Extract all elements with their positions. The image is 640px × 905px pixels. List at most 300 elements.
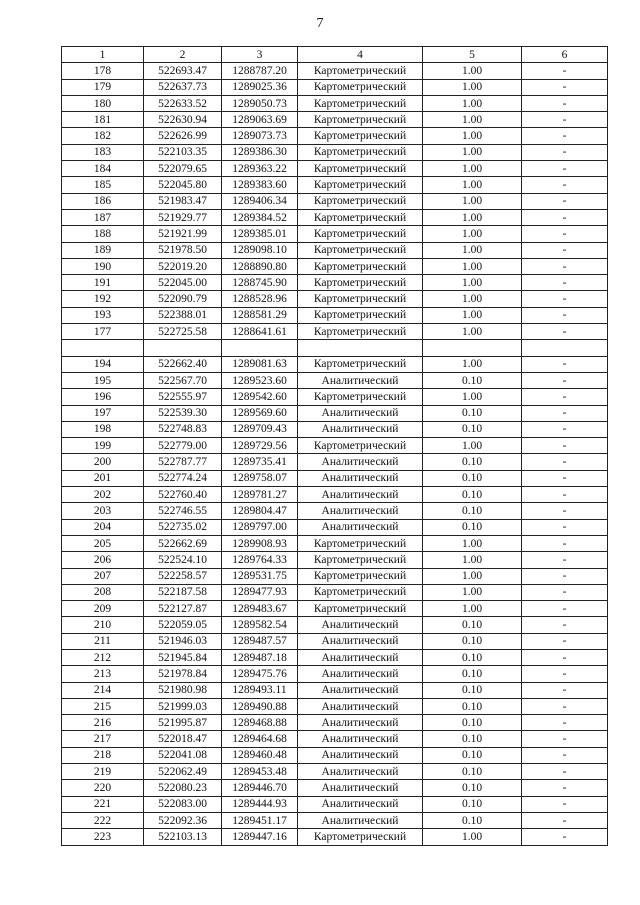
description-cell: - [522, 682, 608, 698]
description-cell: - [522, 95, 608, 111]
description-cell: - [522, 780, 608, 796]
method-cell: Аналитический [298, 405, 423, 421]
method-cell: Картометрический [298, 356, 423, 372]
x-coordinate-cell: 521921.99 [144, 226, 222, 242]
y-coordinate-cell: 1289523.60 [222, 372, 298, 388]
y-coordinate-cell: 1289908.93 [222, 535, 298, 551]
x-coordinate-cell: 522787.77 [144, 454, 222, 470]
accuracy-cell: 0.10 [423, 421, 522, 437]
table-row [62, 617, 608, 633]
y-coordinate-cell: 1289468.88 [222, 715, 298, 731]
x-coordinate-cell: 522567.70 [144, 372, 222, 388]
table-row [62, 258, 608, 274]
accuracy-cell: 1.00 [423, 324, 522, 340]
y-coordinate-cell: 1288745.90 [222, 275, 298, 291]
description-cell: - [522, 503, 608, 519]
accuracy-cell: 1.00 [423, 79, 522, 95]
accuracy-cell: 0.10 [423, 454, 522, 470]
point-number-cell: 221 [62, 796, 144, 812]
y-coordinate-cell: 1289383.60 [222, 177, 298, 193]
method-cell: Картометрический [298, 438, 423, 454]
y-coordinate-cell: 1289487.18 [222, 649, 298, 665]
y-coordinate-cell: 1289569.60 [222, 405, 298, 421]
table-row [62, 715, 608, 731]
y-coordinate-cell: 1289098.10 [222, 242, 298, 258]
description-cell: - [522, 601, 608, 617]
y-coordinate-cell: 1289464.68 [222, 731, 298, 747]
y-coordinate-cell: 1289063.69 [222, 112, 298, 128]
y-coordinate-cell: 1289487.57 [222, 633, 298, 649]
method-cell: Аналитический [298, 649, 423, 665]
table-row [62, 552, 608, 568]
table-row [62, 780, 608, 796]
point-number-cell: 184 [62, 161, 144, 177]
point-number-cell: 205 [62, 535, 144, 551]
method-cell: Аналитический [298, 796, 423, 812]
accuracy-cell: 0.10 [423, 780, 522, 796]
header-cell-5: 5 [423, 47, 522, 63]
accuracy-cell: 1.00 [423, 144, 522, 160]
table-header [62, 47, 608, 63]
x-coordinate-cell: 522187.58 [144, 584, 222, 600]
description-cell: - [522, 764, 608, 780]
point-number-cell: 215 [62, 698, 144, 714]
x-coordinate-cell: 522041.08 [144, 747, 222, 763]
table-row [62, 389, 608, 405]
x-coordinate-cell: 522103.35 [144, 144, 222, 160]
accuracy-cell: 1.00 [423, 438, 522, 454]
accuracy-cell: 1.00 [423, 535, 522, 551]
table-row [62, 405, 608, 421]
accuracy-cell: 1.00 [423, 275, 522, 291]
x-coordinate-cell: 522388.01 [144, 307, 222, 323]
table-row [62, 601, 608, 617]
method-cell: Аналитический [298, 454, 423, 470]
table-row [62, 63, 608, 79]
accuracy-cell: 0.10 [423, 715, 522, 731]
point-number-cell: 180 [62, 95, 144, 111]
method-cell: Аналитический [298, 470, 423, 486]
point-number-cell: 194 [62, 356, 144, 372]
accuracy-cell: 0.10 [423, 731, 522, 747]
accuracy-cell: 0.10 [423, 487, 522, 503]
description-cell: - [522, 209, 608, 225]
description-cell: - [522, 535, 608, 551]
y-coordinate-cell: 1288528.96 [222, 291, 298, 307]
method-cell: Аналитический [298, 617, 423, 633]
description-cell: - [522, 242, 608, 258]
y-coordinate-cell: 1289477.93 [222, 584, 298, 600]
point-number-cell: 206 [62, 552, 144, 568]
x-coordinate-cell: 521999.03 [144, 698, 222, 714]
x-coordinate-cell: 522127.87 [144, 601, 222, 617]
table-row [62, 438, 608, 454]
method-cell: Аналитический [298, 698, 423, 714]
table-row [62, 519, 608, 535]
x-coordinate-cell: 522637.73 [144, 79, 222, 95]
method-cell: Аналитический [298, 372, 423, 388]
method-cell: Аналитический [298, 682, 423, 698]
x-coordinate-cell: 521980.98 [144, 682, 222, 698]
table-row [62, 112, 608, 128]
accuracy-cell: 0.10 [423, 796, 522, 812]
x-coordinate-cell: 522059.05 [144, 617, 222, 633]
x-coordinate-cell: 522555.97 [144, 389, 222, 405]
y-coordinate-cell: 1289490.88 [222, 698, 298, 714]
accuracy-cell: 0.10 [423, 747, 522, 763]
table-row [62, 682, 608, 698]
accuracy-cell: 1.00 [423, 63, 522, 79]
accuracy-cell: 0.10 [423, 470, 522, 486]
accuracy-cell: 0.10 [423, 649, 522, 665]
method-cell: Картометрический [298, 79, 423, 95]
table-row [62, 161, 608, 177]
method-cell: Картометрический [298, 226, 423, 242]
y-coordinate-cell: 1289081.63 [222, 356, 298, 372]
x-coordinate-cell [144, 340, 222, 356]
point-number-cell: 182 [62, 128, 144, 144]
method-cell: Картометрический [298, 324, 423, 340]
table-row [62, 812, 608, 828]
point-number-cell: 213 [62, 666, 144, 682]
point-number-cell: 212 [62, 649, 144, 665]
description-cell: - [522, 144, 608, 160]
description-cell: - [522, 633, 608, 649]
y-coordinate-cell [222, 340, 298, 356]
point-number-cell: 208 [62, 584, 144, 600]
x-coordinate-cell: 522626.99 [144, 128, 222, 144]
y-coordinate-cell: 1289073.73 [222, 128, 298, 144]
description-cell: - [522, 715, 608, 731]
point-number-cell: 216 [62, 715, 144, 731]
x-coordinate-cell: 522258.57 [144, 568, 222, 584]
x-coordinate-cell: 522760.40 [144, 487, 222, 503]
method-cell: Аналитический [298, 715, 423, 731]
table-row [62, 633, 608, 649]
method-cell: Картометрический [298, 112, 423, 128]
description-cell: - [522, 747, 608, 763]
method-cell: Картометрический [298, 161, 423, 177]
method-cell [298, 340, 423, 356]
description-cell: - [522, 454, 608, 470]
coordinates-table [61, 46, 608, 846]
method-cell: Картометрический [298, 209, 423, 225]
method-cell: Аналитический [298, 666, 423, 682]
table-row [62, 535, 608, 551]
point-number-cell: 197 [62, 405, 144, 421]
point-number-cell: 189 [62, 242, 144, 258]
y-coordinate-cell: 1289781.27 [222, 487, 298, 503]
y-coordinate-cell: 1289385.01 [222, 226, 298, 242]
point-number-cell: 177 [62, 324, 144, 340]
method-cell: Картометрический [298, 63, 423, 79]
point-number-cell: 218 [62, 747, 144, 763]
x-coordinate-cell: 522090.79 [144, 291, 222, 307]
accuracy-cell: 0.10 [423, 372, 522, 388]
description-cell: - [522, 552, 608, 568]
point-number-cell: 204 [62, 519, 144, 535]
y-coordinate-cell: 1288787.20 [222, 63, 298, 79]
table-row [62, 649, 608, 665]
accuracy-cell: 1.00 [423, 226, 522, 242]
accuracy-cell: 0.10 [423, 633, 522, 649]
header-cell-3: 3 [222, 47, 298, 63]
point-number-cell: 203 [62, 503, 144, 519]
accuracy-cell: 1.00 [423, 389, 522, 405]
point-number-cell: 195 [62, 372, 144, 388]
description-cell: - [522, 63, 608, 79]
point-number-cell: 193 [62, 307, 144, 323]
accuracy-cell: 1.00 [423, 95, 522, 111]
y-coordinate-cell: 1289542.60 [222, 389, 298, 405]
accuracy-cell: 1.00 [423, 584, 522, 600]
table-row [62, 291, 608, 307]
point-number-cell [62, 340, 144, 356]
y-coordinate-cell: 1289483.67 [222, 601, 298, 617]
description-cell: - [522, 421, 608, 437]
x-coordinate-cell: 521978.84 [144, 666, 222, 682]
x-coordinate-cell: 522083.00 [144, 796, 222, 812]
table-body [62, 63, 608, 845]
x-coordinate-cell: 522045.00 [144, 275, 222, 291]
table-row [62, 764, 608, 780]
method-cell: Картометрический [298, 568, 423, 584]
x-coordinate-cell: 522633.52 [144, 95, 222, 111]
description-cell: - [522, 519, 608, 535]
table-row [62, 372, 608, 388]
point-number-cell: 202 [62, 487, 144, 503]
x-coordinate-cell: 522062.49 [144, 764, 222, 780]
method-cell: Картометрический [298, 601, 423, 617]
method-cell: Аналитический [298, 487, 423, 503]
point-number-cell: 191 [62, 275, 144, 291]
point-number-cell: 214 [62, 682, 144, 698]
method-cell: Картометрический [298, 128, 423, 144]
x-coordinate-cell: 522748.83 [144, 421, 222, 437]
accuracy-cell: 0.10 [423, 812, 522, 828]
description-cell: - [522, 812, 608, 828]
accuracy-cell [423, 340, 522, 356]
method-cell: Картометрический [298, 552, 423, 568]
point-number-cell: 190 [62, 258, 144, 274]
point-number-cell: 210 [62, 617, 144, 633]
accuracy-cell: 1.00 [423, 193, 522, 209]
y-coordinate-cell: 1289453.48 [222, 764, 298, 780]
point-number-cell: 178 [62, 63, 144, 79]
description-cell: - [522, 666, 608, 682]
y-coordinate-cell: 1289446.70 [222, 780, 298, 796]
x-coordinate-cell: 522092.36 [144, 812, 222, 828]
table-row [62, 79, 608, 95]
y-coordinate-cell: 1289475.76 [222, 666, 298, 682]
header-cell-6: 6 [522, 47, 608, 63]
table-row [62, 747, 608, 763]
accuracy-cell: 0.10 [423, 519, 522, 535]
header-row [62, 47, 608, 63]
x-coordinate-cell: 522630.94 [144, 112, 222, 128]
method-cell: Аналитический [298, 519, 423, 535]
point-number-cell: 211 [62, 633, 144, 649]
point-number-cell: 185 [62, 177, 144, 193]
description-cell: - [522, 438, 608, 454]
description-cell: - [522, 161, 608, 177]
description-cell: - [522, 731, 608, 747]
table-row [62, 584, 608, 600]
table-row [62, 796, 608, 812]
x-coordinate-cell: 522735.02 [144, 519, 222, 535]
description-cell: - [522, 470, 608, 486]
y-coordinate-cell: 1289735.41 [222, 454, 298, 470]
description-cell: - [522, 177, 608, 193]
description-cell: - [522, 796, 608, 812]
method-cell: Аналитический [298, 731, 423, 747]
point-number-cell: 179 [62, 79, 144, 95]
table-row [62, 421, 608, 437]
method-cell: Аналитический [298, 764, 423, 780]
x-coordinate-cell: 522019.20 [144, 258, 222, 274]
table-row [62, 242, 608, 258]
y-coordinate-cell: 1289363.22 [222, 161, 298, 177]
description-cell: - [522, 258, 608, 274]
y-coordinate-cell: 1289729.56 [222, 438, 298, 454]
accuracy-cell: 1.00 [423, 258, 522, 274]
method-cell: Картометрический [298, 291, 423, 307]
accuracy-cell: 1.00 [423, 829, 522, 845]
description-cell: - [522, 617, 608, 633]
x-coordinate-cell: 521946.03 [144, 633, 222, 649]
point-number-cell: 183 [62, 144, 144, 160]
y-coordinate-cell: 1289804.47 [222, 503, 298, 519]
method-cell: Картометрический [298, 258, 423, 274]
accuracy-cell: 1.00 [423, 291, 522, 307]
table-row [62, 487, 608, 503]
x-coordinate-cell: 521945.84 [144, 649, 222, 665]
point-number-cell: 200 [62, 454, 144, 470]
description-cell: - [522, 584, 608, 600]
accuracy-cell: 1.00 [423, 552, 522, 568]
point-number-cell: 198 [62, 421, 144, 437]
accuracy-cell: 0.10 [423, 682, 522, 698]
point-number-cell: 187 [62, 209, 144, 225]
x-coordinate-cell: 521978.50 [144, 242, 222, 258]
x-coordinate-cell: 522018.47 [144, 731, 222, 747]
description-cell: - [522, 112, 608, 128]
x-coordinate-cell: 522662.40 [144, 356, 222, 372]
description-cell: - [522, 389, 608, 405]
accuracy-cell: 0.10 [423, 698, 522, 714]
x-coordinate-cell: 521995.87 [144, 715, 222, 731]
description-cell: - [522, 649, 608, 665]
accuracy-cell: 0.10 [423, 405, 522, 421]
description-cell: - [522, 226, 608, 242]
x-coordinate-cell: 522662.69 [144, 535, 222, 551]
header-cell-1: 1 [62, 47, 144, 63]
x-coordinate-cell: 522045.80 [144, 177, 222, 193]
y-coordinate-cell: 1289444.93 [222, 796, 298, 812]
y-coordinate-cell: 1289384.52 [222, 209, 298, 225]
table-row [62, 731, 608, 747]
method-cell: Картометрический [298, 144, 423, 160]
description-cell: - [522, 291, 608, 307]
y-coordinate-cell: 1289709.43 [222, 421, 298, 437]
table-row [62, 340, 608, 356]
y-coordinate-cell: 1288641.61 [222, 324, 298, 340]
accuracy-cell: 1.00 [423, 568, 522, 584]
description-cell: - [522, 829, 608, 845]
y-coordinate-cell: 1289531.75 [222, 568, 298, 584]
y-coordinate-cell: 1289797.00 [222, 519, 298, 535]
method-cell: Картометрический [298, 584, 423, 600]
method-cell: Аналитический [298, 747, 423, 763]
table-row [62, 307, 608, 323]
accuracy-cell: 0.10 [423, 503, 522, 519]
point-number-cell: 222 [62, 812, 144, 828]
point-number-cell: 188 [62, 226, 144, 242]
point-number-cell: 201 [62, 470, 144, 486]
table-row [62, 144, 608, 160]
y-coordinate-cell: 1289758.07 [222, 470, 298, 486]
table-row [62, 470, 608, 486]
x-coordinate-cell: 522079.65 [144, 161, 222, 177]
x-coordinate-cell: 522080.23 [144, 780, 222, 796]
method-cell: Аналитический [298, 780, 423, 796]
point-number-cell: 199 [62, 438, 144, 454]
method-cell: Картометрический [298, 95, 423, 111]
description-cell: - [522, 698, 608, 714]
y-coordinate-cell: 1289764.33 [222, 552, 298, 568]
accuracy-cell: 1.00 [423, 177, 522, 193]
description-cell: - [522, 487, 608, 503]
table-row [62, 95, 608, 111]
method-cell: Картометрический [298, 275, 423, 291]
y-coordinate-cell: 1289451.17 [222, 812, 298, 828]
table-row [62, 503, 608, 519]
y-coordinate-cell: 1289493.11 [222, 682, 298, 698]
description-cell: - [522, 307, 608, 323]
description-cell: - [522, 568, 608, 584]
table-row [62, 209, 608, 225]
y-coordinate-cell: 1289050.73 [222, 95, 298, 111]
method-cell: Картометрический [298, 307, 423, 323]
table-row [62, 829, 608, 845]
accuracy-cell: 1.00 [423, 209, 522, 225]
table-row [62, 128, 608, 144]
table-row [62, 666, 608, 682]
method-cell: Картометрический [298, 535, 423, 551]
y-coordinate-cell: 1289025.36 [222, 79, 298, 95]
point-number-cell: 220 [62, 780, 144, 796]
table-row [62, 275, 608, 291]
y-coordinate-cell: 1288581.29 [222, 307, 298, 323]
accuracy-cell: 1.00 [423, 307, 522, 323]
table-row [62, 193, 608, 209]
x-coordinate-cell: 521929.77 [144, 209, 222, 225]
y-coordinate-cell: 1289582.54 [222, 617, 298, 633]
table-row [62, 226, 608, 242]
table-row [62, 568, 608, 584]
description-cell: - [522, 356, 608, 372]
y-coordinate-cell: 1289406.34 [222, 193, 298, 209]
method-cell: Картометрический [298, 389, 423, 405]
x-coordinate-cell: 522524.10 [144, 552, 222, 568]
point-number-cell: 219 [62, 764, 144, 780]
table-row [62, 177, 608, 193]
table-row [62, 698, 608, 714]
method-cell: Аналитический [298, 503, 423, 519]
x-coordinate-cell: 522725.58 [144, 324, 222, 340]
accuracy-cell: 0.10 [423, 764, 522, 780]
point-number-cell: 196 [62, 389, 144, 405]
